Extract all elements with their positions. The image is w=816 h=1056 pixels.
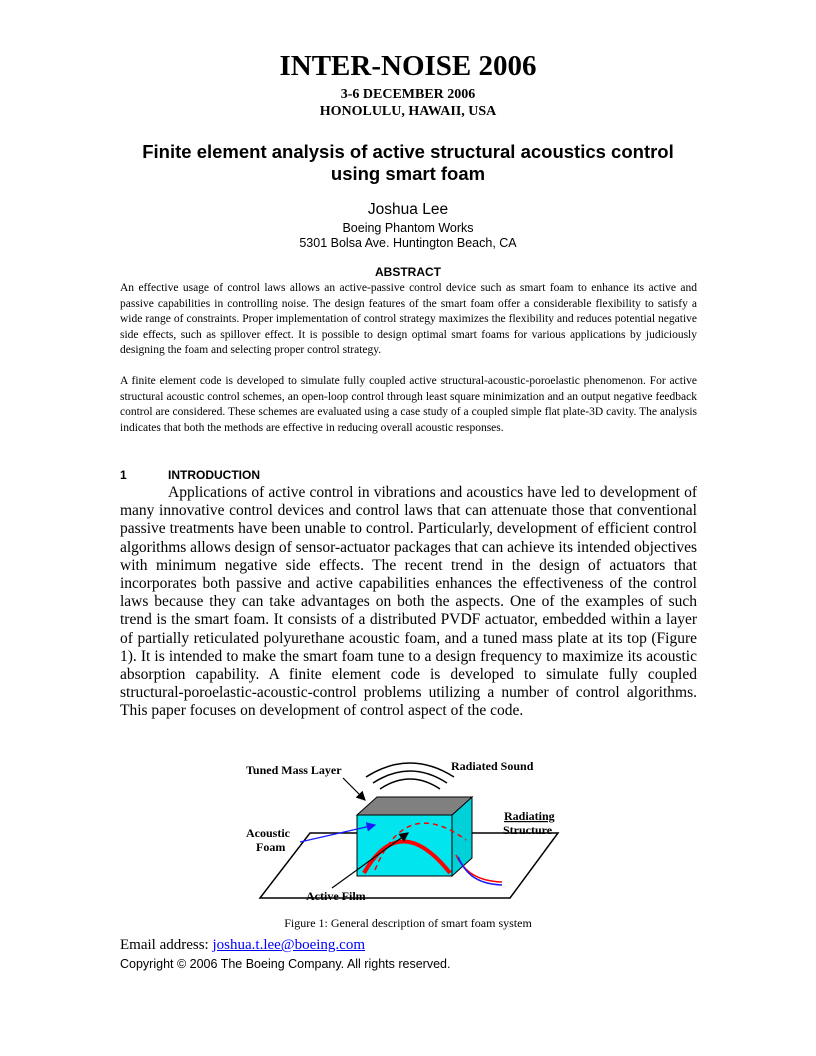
sound-wave-3 — [366, 763, 454, 777]
label-active-film: Active Film — [306, 889, 366, 903]
conference-title: INTER-NOISE 2006 — [279, 50, 537, 82]
label-structure: Structure — [503, 823, 553, 837]
copyright-notice: Copyright © 2006 The Boeing Company. All rights reserved. — [120, 957, 451, 971]
paper-title-line2: using smart foam — [330, 163, 486, 184]
label-foam: Foam — [256, 840, 286, 854]
foam-block-front — [357, 815, 452, 876]
introduction-body: Applications of active control in vibrations and acoustics have led to development of many innovative control devices and control laws that can attenuate those that conventional passive treatments have been unable to control. Particularly, development of efficient control algorithms allows design of sensor-actuator packages that can achieve its intended objectives with minimum negative side effects. The recent trend in the design of actuators that incorporates both passive and active capabilities enhances the effectiveness of the control laws because they can take advantages on both the aspects. One of the examples of such trend is the smart foam. It consists of a distributed PVDF actuator, embedded within a layer of partially reticulated polyurethane acoustic foam, and a tuned mass plate at its top (Figure 1). It is intended to make the smart foam tune to a design frequency to maximize its acoustic absorption capability. A finite element code is developed to simulate fully coupled structural-poroelastic-acoustic-control problems utilizing a number of control algorithms. This paper focuses on development of control aspect of the code. — [120, 484, 697, 720]
conference-location: HONOLULU, HAWAII, USA — [319, 104, 497, 119]
section-title: INTRODUCTION — [168, 468, 260, 482]
email-line — [120, 937, 365, 954]
paper-title — [0, 141, 816, 185]
section-heading-introduction — [120, 468, 260, 482]
abstract-paragraph-1: An effective usage of control laws allows an active-passive control device such as smart foam to enhance its active and passive capabilities in controlling noise. The design features of the smart foam offer a considerable flexibility to satisfy a wide range of constraints. Proper implementation of control strategy maximizes the flexibility and reduces potential negative side effects, such as spillover effect. It is possible to design optimal smart foams for various applications by judiciously designing the foam and selecting proper control strategy. — [120, 282, 697, 356]
label-acoustic: Acoustic — [246, 826, 290, 840]
email-label: Email address: — [120, 937, 213, 953]
label-radiated-sound: Radiated Sound — [451, 759, 534, 773]
label-tuned-mass: Tuned Mass Layer — [246, 763, 342, 777]
section-number: 1 — [120, 468, 127, 482]
paper-title-line1: Finite element analysis of active structural acoustics control — [142, 141, 674, 162]
email-link[interactable]: joshua.t.lee@boeing.com — [212, 937, 366, 953]
affiliation-line1: Boeing Phantom Works — [342, 221, 474, 235]
affiliation-line2: 5301 Bolsa Ave. Huntington Beach, CA — [299, 236, 517, 250]
figure-caption: Figure 1: General description of smart foam system — [284, 916, 532, 930]
tuned-mass-top — [357, 797, 472, 815]
tuned-mass-arrow — [343, 778, 365, 800]
abstract-paragraph-2: A finite element code is developed to simulate fully coupled active structural-acoustic-poroelastic phenomenon. For active structural acoustic control schemes, an open-loop control through least square minimization and an output negative feedback control are considered. These schemes are evaluated using a case study of a coupled simple flat plate-3D cavity. The analysis indicates that both the methods are effective in reducing overall acoustic responses. — [120, 375, 697, 434]
author-name: Joshua Lee — [367, 201, 449, 218]
conference-dates: 3-6 DECEMBER 2006 — [340, 87, 476, 102]
smart-foam-figure — [240, 755, 570, 915]
abstract-heading: ABSTRACT — [375, 265, 441, 279]
sound-wave-1 — [380, 779, 440, 789]
label-radiating: Radiating — [504, 809, 555, 823]
sound-wave-2 — [373, 771, 447, 783]
